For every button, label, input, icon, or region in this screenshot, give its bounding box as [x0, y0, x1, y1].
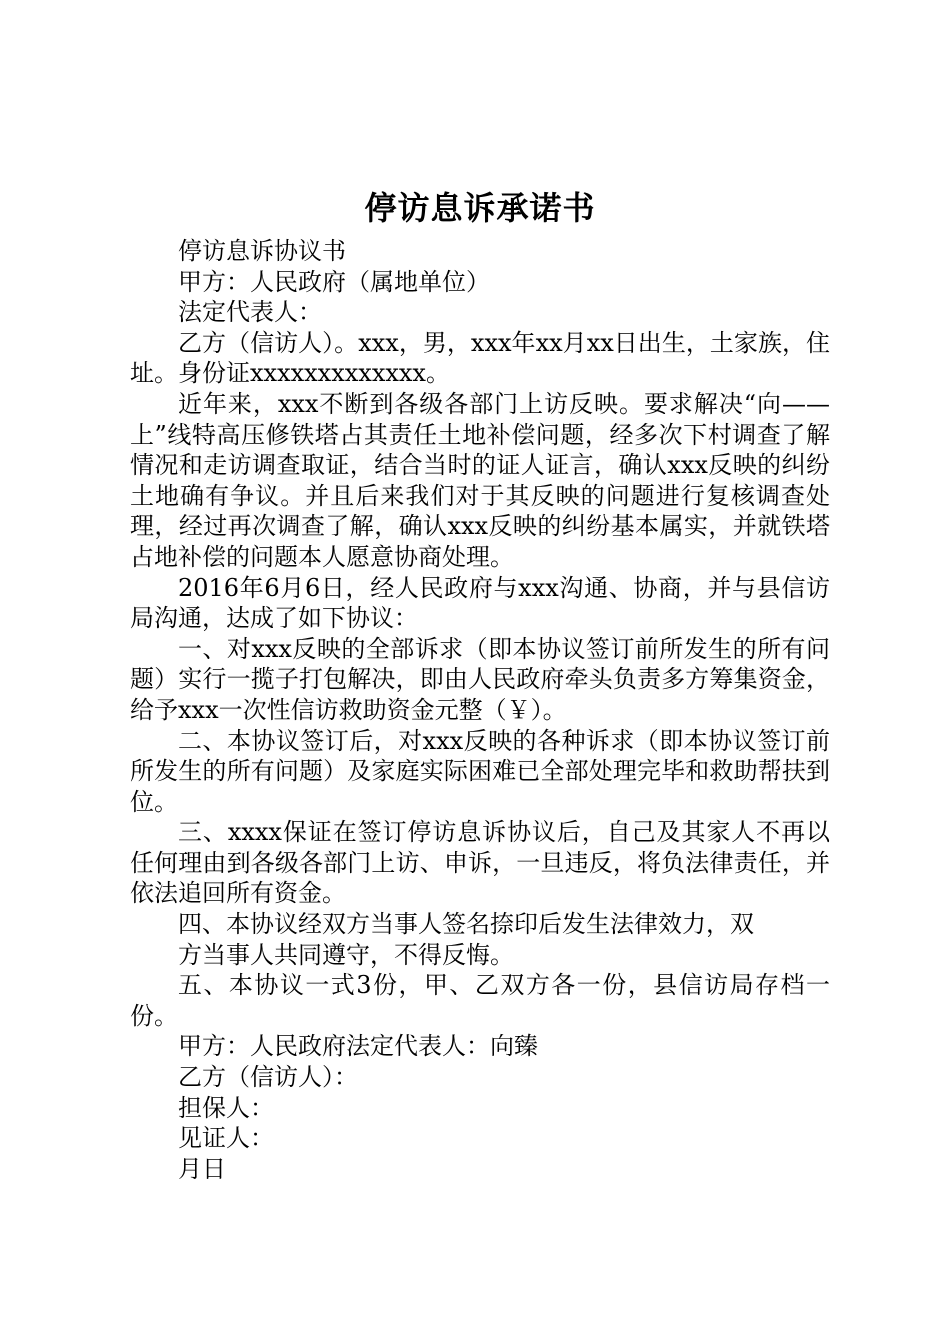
party-a-signature-line: 甲方：人民政府法定代表人：向臻 — [178, 1032, 538, 1061]
document-title: 停访息诉承诺书 — [364, 189, 596, 227]
clause-two: 二、本协议签订后，对xxx反映的各种诉求（即本协议签订前所发生的所有问题）及家庭实际困难已全部处理完毕和救助帮扶到位。 — [130, 726, 830, 816]
witness-line: 见证人： — [178, 1124, 274, 1153]
clause-five: 五、本协议一式3份，甲、乙双方各一份，县信访局存档一份。 — [130, 971, 830, 1030]
agreement-intro-paragraph: 2016年6月6日，经人民政府与xxx沟通、协商，并与县信访局沟通，达成了如下协议： — [130, 573, 830, 633]
agreement-heading: 停访息诉协议书 — [178, 237, 346, 265]
party-b-signature-line: 乙方（信访人）： — [178, 1063, 358, 1092]
guarantor-line: 担保人： — [178, 1093, 274, 1122]
party-b-paragraph: 乙方（信访人）。xxx，男，xxx年xx月xx日出生，土家族，住址。身份证xxxxxxxxxxxxx。 — [130, 328, 830, 388]
background-paragraph: 近年来，xxx不断到各级各部门上访反映。要求解决“向——上”线特高压修铁塔占其责任土地补偿问题，经多次下村调查了解情况和走访调查取证，结合当时的证人证言，确认xxx反映的纠纷土地确有争议。并且后来我们对于其反映的问题进行复核调查处理，经过再次调查了解，确认xxx反映的纠纷基本属实，并就铁塔占地补偿的问题本人愿意协商处理。 — [130, 389, 830, 571]
party-a-line: 甲方：人民政府（属地单位） — [178, 267, 490, 296]
clause-one: 一、对xxx反映的全部诉求（即本协议签订前所发生的所有问题）实行一揽子打包解决，即由人民政府牵头负责多方筹集资金，给予xxx一次性信访救助资金元整（￥）。 — [130, 634, 830, 724]
clause-three: 三、xxxx保证在签订停访息诉协议后，自己及其家人不再以任何理由到各级各部门上访、申诉，一旦违反，将负法律责任，并依法追回所有资金。 — [130, 818, 830, 908]
clause-four-line-one: 四、本协议经双方当事人签名捺印后发生法律效力，双 — [178, 910, 754, 939]
date-line: 月日 — [178, 1154, 226, 1183]
legal-representative-line: 法定代表人： — [178, 298, 322, 327]
document-body — [130, 236, 830, 1184]
clause-four-line-two: 方当事人共同遵守，不得反悔。 — [178, 940, 514, 969]
